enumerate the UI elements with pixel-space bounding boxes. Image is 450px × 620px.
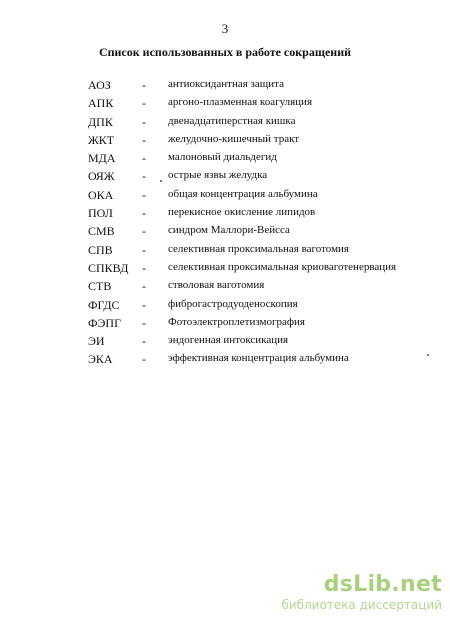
abbreviation-dash: - bbox=[142, 206, 146, 221]
abbreviation-code: ОКА bbox=[88, 187, 114, 202]
abbreviation-code: СТВ bbox=[88, 279, 112, 294]
abbreviation-definition: перекисное окисление липидов bbox=[168, 206, 316, 219]
abbreviation-row bbox=[0, 78, 450, 96]
scan-speck bbox=[427, 354, 429, 356]
abbreviation-row bbox=[0, 352, 450, 370]
abbreviation-definition: фиброгастродуоденоскопия bbox=[168, 297, 298, 310]
abbreviation-definition: эффективная концентрация альбумина bbox=[168, 352, 349, 365]
abbreviation-code: АОЗ bbox=[88, 78, 111, 92]
scan-speck bbox=[160, 180, 162, 182]
page-number: 3 bbox=[221, 21, 229, 36]
abbreviation-row bbox=[0, 206, 450, 224]
abbreviation-row bbox=[0, 151, 450, 169]
abbreviation-definition: малоновый диальдегид bbox=[168, 151, 277, 164]
abbreviation-code: ПОЛ bbox=[88, 206, 113, 221]
abbreviation-row bbox=[0, 243, 450, 261]
abbreviation-code: ФГДС bbox=[88, 297, 120, 312]
abbreviation-list bbox=[0, 78, 450, 371]
abbreviation-row bbox=[0, 96, 450, 114]
abbreviation-code: СПКВД bbox=[88, 260, 129, 275]
abbreviation-dash: - bbox=[142, 224, 146, 239]
abbreviation-code: ЖКТ bbox=[88, 132, 115, 147]
abbreviation-dash: - bbox=[142, 242, 146, 257]
abbreviation-row bbox=[0, 224, 450, 242]
abbreviation-row bbox=[0, 298, 450, 316]
abbreviation-row bbox=[0, 334, 450, 352]
abbreviation-row bbox=[0, 261, 450, 279]
abbreviation-dash: - bbox=[142, 352, 146, 367]
abbreviation-dash: - bbox=[142, 279, 146, 294]
document-title: Список использованных в работе сокращений bbox=[98, 45, 352, 59]
abbreviation-row bbox=[0, 115, 450, 133]
watermark-logo: dsLib.net bbox=[323, 572, 442, 597]
abbreviation-row bbox=[0, 279, 450, 297]
abbreviation-dash: - bbox=[142, 151, 146, 166]
watermark-subtitle: библиотека диссертаций bbox=[281, 598, 442, 612]
abbreviation-dash: - bbox=[142, 114, 146, 129]
abbreviation-definition: Фотоэлектроплетизмография bbox=[168, 315, 305, 328]
abbreviation-dash: - bbox=[142, 315, 146, 330]
abbreviation-definition: острые язвы желудка bbox=[168, 169, 268, 182]
abbreviation-definition: общая концентрация альбумина bbox=[168, 187, 318, 200]
abbreviation-row bbox=[0, 188, 450, 206]
abbreviation-definition: аргоно-плазменная коагуляция bbox=[168, 96, 313, 109]
abbreviation-definition: селективная проксимальная криоваготенервация bbox=[168, 260, 397, 273]
abbreviation-row bbox=[0, 169, 450, 187]
abbreviation-dash: - bbox=[142, 297, 146, 312]
abbreviation-dash: - bbox=[142, 78, 146, 92]
abbreviation-definition: желудочно-кишечный тракт bbox=[168, 132, 300, 145]
abbreviation-code: СМВ bbox=[88, 224, 115, 239]
abbreviation-definition: стволовая ваготомия bbox=[168, 279, 265, 292]
abbreviation-code: СПВ bbox=[88, 242, 113, 257]
abbreviation-row bbox=[0, 316, 450, 334]
abbreviation-dash: - bbox=[142, 334, 146, 349]
abbreviation-definition: эндогенная интоксикация bbox=[168, 334, 289, 347]
abbreviation-code: МДА bbox=[88, 151, 116, 166]
abbreviation-definition: двенадцатиперстная кишка bbox=[168, 114, 296, 127]
abbreviation-code: ОЯЖ bbox=[88, 169, 115, 184]
abbreviation-code: ЭКА bbox=[88, 352, 113, 367]
abbreviation-dash: - bbox=[142, 169, 146, 184]
abbreviation-code: ДПК bbox=[88, 114, 113, 129]
site-watermark bbox=[281, 574, 442, 612]
abbreviation-dash: - bbox=[142, 187, 146, 202]
abbreviation-definition: синдром Маллори-Вейсса bbox=[168, 224, 290, 237]
abbreviation-row bbox=[0, 133, 450, 151]
abbreviation-dash: - bbox=[142, 260, 146, 275]
abbreviation-dash: - bbox=[142, 132, 146, 147]
abbreviation-definition: антиоксидантная защита bbox=[168, 78, 284, 90]
abbreviation-code: ЭИ bbox=[88, 334, 105, 349]
abbreviation-definition: селективная проксимальная ваготомия bbox=[168, 242, 349, 255]
abbreviation-code: ФЭПГ bbox=[88, 315, 122, 330]
abbreviation-code: АПК bbox=[88, 96, 114, 111]
abbreviation-dash: - bbox=[142, 96, 146, 111]
